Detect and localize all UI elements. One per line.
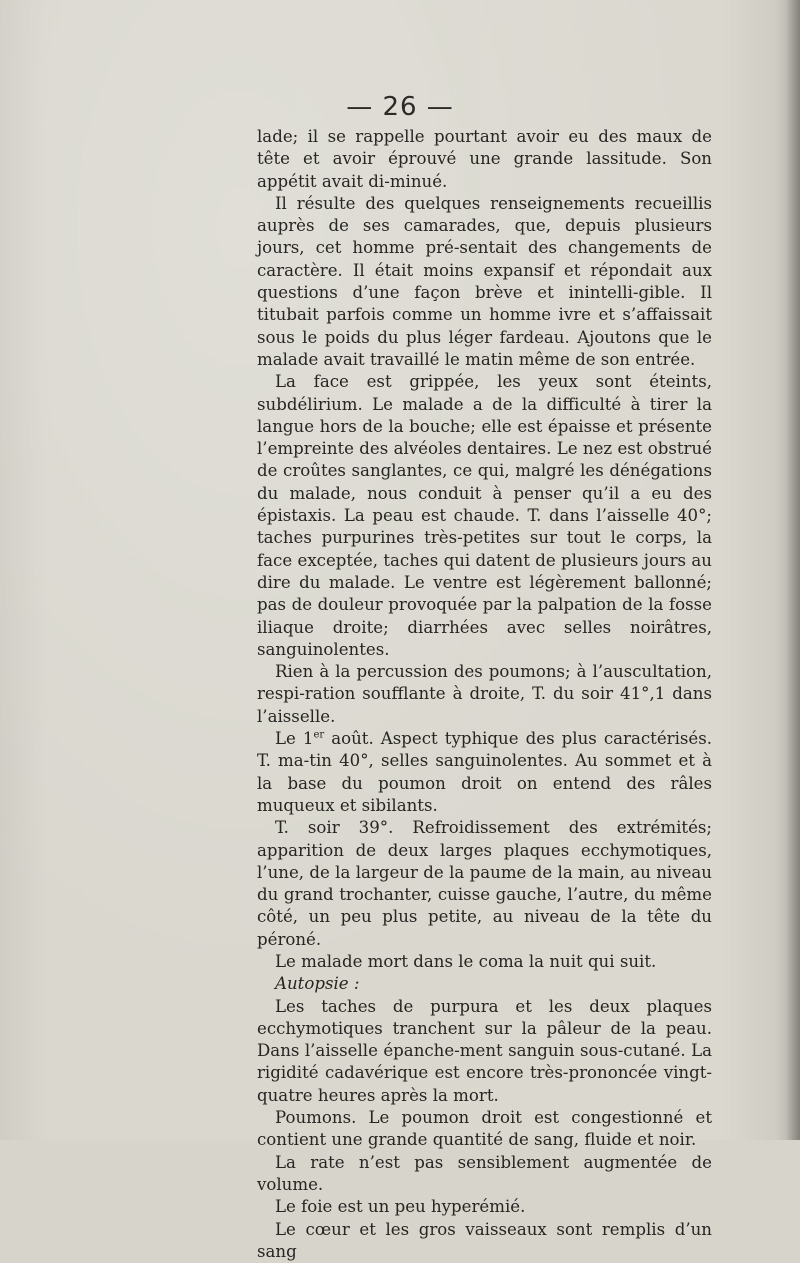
paragraph-poumons: Poumons. Le poumon droit est congestionné et contient une grande quantité de sang, fluide et noir. [257,1108,712,1150]
paragraph-1er-aout [257,728,712,817]
page-edge-shadow [786,0,800,1140]
paragraph-continuation: lade; il se rappelle pourtant avoir eu des maux de tête et avoir éprouvé une grande lassitude. Son appétit avait di-minué. [257,127,712,191]
body-text [257,126,712,1263]
date-text: août. Aspect typhique des plus caractérisés. T. ma-tin 40°, selles sanguinolentes. Au sommet et à la base du poumon droit on entend des râles muqueux et sibilants. [257,729,713,815]
paragraph-rate: La rate n’est pas sensiblement augmentée de volume. [257,1152,712,1194]
paragraph-coeur: Le cœur et les gros vaisseaux sont remplis d’un sang [257,1219,712,1261]
date-superscript: er [313,729,325,741]
paragraph-percussion: Rien à la percussion des poumons; à l’auscultation, respi-ration soufflante à droite, T. du soir 41°,1 dans l’aisselle. [257,662,712,726]
paragraph-death: Le malade mort dans le coma la nuit qui suit. [275,951,657,971]
paragraph-taches: Les taches de purpura et les deux plaques ecchymotiques tranchent sur la pâleur de la peau. Dans l’aisselle épanche-ment sanguin sous-cutané. La rigidité cadavérique est encore très-prononcée vingt-quatre heures après la mort. [257,996,712,1105]
date-prefix: Le 1 [275,729,314,749]
page-number: — 26 — [346,92,454,122]
paragraph-foie: Le foie est un peu hyperémié. [275,1197,526,1217]
paragraph-soir: T. soir 39°. Refroidissement des extrémités; apparition de deux larges plaques ecchymotiques, l’une, de la largeur de la paume de la main, au niveau du grand trochanter, cuisse gauche, l’autre, du même côté, un peu plus petite, au niveau de la tête du péroné. [257,818,712,949]
paragraph-renseignements: Il résulte des quelques renseignements recueillis auprès de ses camarades, que, depuis plusieurs jours, cet homme pré-sentait des changements de caractère. Il était moins expansif et répondait aux questions d’une façon brève et inintelli-gible. Il titubait parfois comme un homme ivre et s’affaissait sous le poids du plus léger fardeau. Ajoutons que le malade avait travaillé le matin même de son entrée. [257,193,712,369]
autopsie-heading: Autopsie : [275,974,360,994]
paragraph-symptoms: La face est grippée, les yeux sont éteints, subdélirium. Le malade a de la difficulté à tirer la langue hors de la bouche; elle est épaisse et présente l’empreinte des alvéoles dentaires. Le nez est obstrué de croûtes sanglantes, ce qui, malgré les dénégations du malade, nous conduit à penser qu’il a eu des épistaxis. La peau est chaude. T. dans l’aisselle 40°; taches purpurines très-petites sur tout le corps, la face exceptée, taches qui datent de plusieurs jours au dire du malade. Le ventre est légèrement ballonné; pas de douleur provoquée par la palpation de la fosse iliaque droite; diarrhées avec selles noirâtres, sanguinolentes. [257,372,712,659]
